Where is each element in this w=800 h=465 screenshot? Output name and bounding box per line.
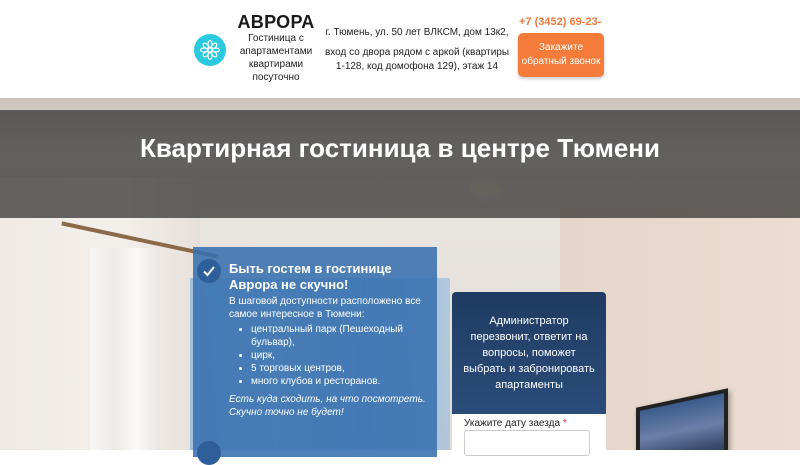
callback-button[interactable] (518, 33, 604, 77)
form-header (452, 292, 606, 414)
date-label-text: Укажите дату заезда (464, 418, 561, 429)
list-item: • много клубов и ресторанов. (251, 375, 433, 388)
info-body (229, 295, 433, 388)
hero-title-band (0, 110, 800, 218)
form-header-text: Администратор перезвонит, ответит на вопросы, поможет выбрать и забронировать апартаменты (463, 315, 595, 391)
list-item: • 5 торговых центров, (251, 362, 433, 375)
info-note: Есть куда сходить, на что посмотреть. Скучно точно не будет! (229, 394, 426, 418)
booking-form (452, 292, 606, 462)
info-intro: В шаговой доступности расположено все самое интересное в Тюмени: (229, 296, 421, 320)
brand-tagline: Гостиница с апартаментами квартирами посуточно (239, 33, 313, 83)
list-item: • центральный парк (Пешеходный бульвар), (251, 323, 433, 349)
check-icon (197, 259, 221, 283)
info-heading: Быть гостем в гостинице Аврора не скучно! (229, 261, 392, 292)
date-label (464, 418, 567, 429)
required-mark: * (562, 418, 567, 429)
address-block (324, 26, 510, 80)
callback-button-label: Закажите обратный звонок (521, 42, 601, 67)
phone-number[interactable]: +7 (3452) 69-23- (519, 16, 602, 28)
site-header (0, 0, 800, 98)
hero-title: Квартирная гостиница в центре Тюмени (140, 133, 660, 163)
list-item: • цирк, (251, 349, 433, 362)
address-line-2: вход со двора рядом с аркой (квартиры 1-128, код домофона 129), этаж 14 (324, 47, 510, 72)
form-body (452, 414, 606, 464)
logo[interactable] (194, 34, 226, 66)
checkin-date-input[interactable] (464, 430, 590, 456)
address-line-1: г. Тюмень, ул. 50 лет ВЛКСМ, дом 13к2, (325, 27, 509, 38)
info-card (193, 247, 437, 457)
flower-icon (199, 39, 221, 61)
curtain-white (90, 248, 160, 450)
attractions-list (229, 323, 433, 388)
check-icon-2 (197, 441, 221, 465)
brand-name: АВРОРА (237, 12, 315, 32)
